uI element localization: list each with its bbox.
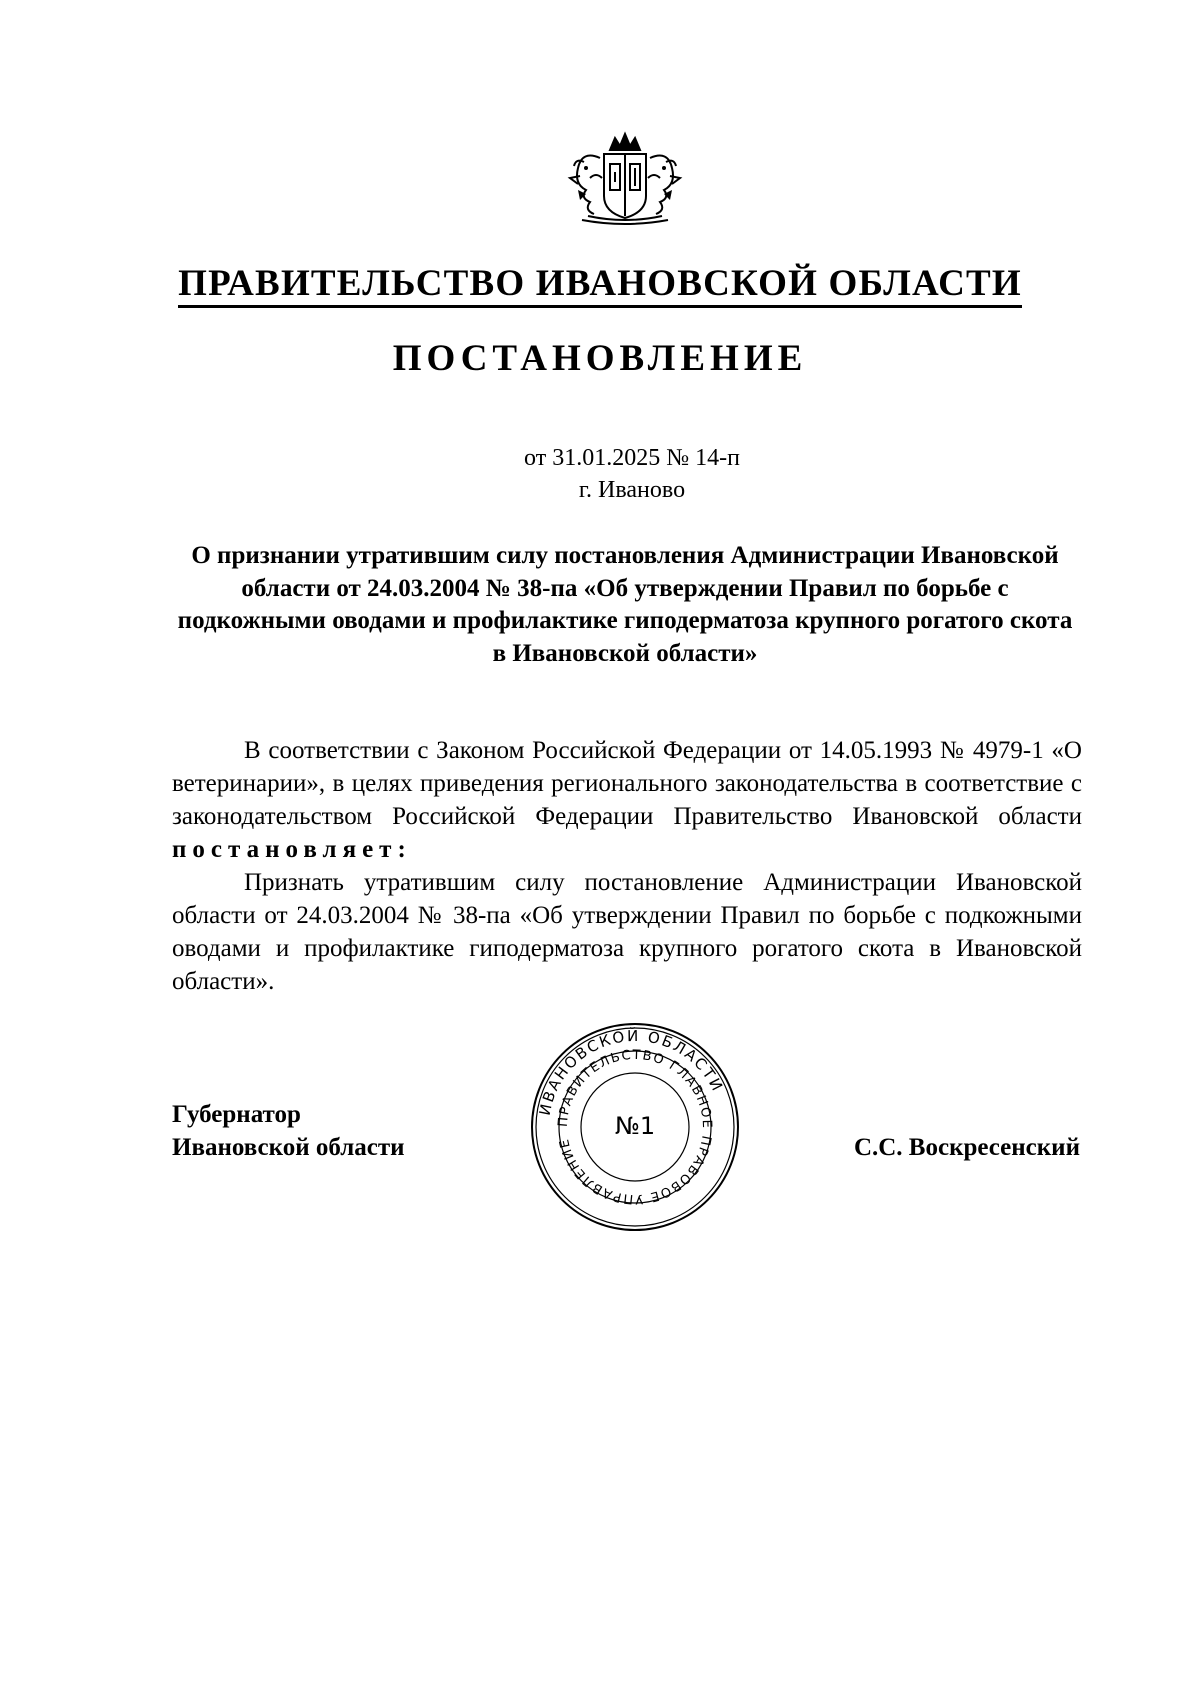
body-paragraph-2: Признать утратившим силу постановление Администрации Ивановской области от 24.03.2004 № 38-па «Об утверждении Правил по борьбе с подкожными оводами и профилактике гиподерматоза крупного рогатого скота в Ивановской области». (172, 869, 1082, 995)
stamp-number: №1 (614, 1112, 656, 1140)
body-paragraph-1 (172, 734, 1082, 866)
position-line-1: Губернатор (172, 1101, 301, 1128)
document-body (172, 734, 1082, 998)
official-stamp (528, 1020, 742, 1234)
stamp-outer-text: ИВАНОВСКОЙ ОБЛАСТИ (535, 1026, 727, 1118)
government-title: ПРАВИТЕЛЬСТВО ИВАНОВСКОЙ ОБЛАСТИ (0, 262, 1200, 306)
city: г. Иваново (578, 477, 686, 503)
paragraph-1-text: В соответствии с Законом Российской Федерации от 14.05.1993 № 4979-1 «О ветеринарии», в целях приведения регионального законодательства в соответствие с законодательством Российской Федерации Правительство Ивановской области (172, 737, 1082, 830)
stamp-inner-text: ПРАВИТЕЛЬСТВО ГЛАВНОЕ ПРАВОВОЕ УПРАВЛЕНИЕ (555, 1047, 715, 1207)
document-type-heading: ПОСТАНОВЛЕНИЕ (392, 338, 808, 379)
coat-of-arms-icon (560, 128, 690, 230)
document-subject: О признании утратившим силу постановления Администрации Ивановской области от 24.03.2004 № 38-па «Об утверждении Правил по борьбе с подкожными оводами и профилактике гиподерматоза крупного рогатого скота в Ивановской области» (177, 542, 1073, 667)
date-number: от 31.01.2025 № 14-п (524, 445, 740, 471)
signatory-position (172, 1098, 405, 1164)
position-line-2: Ивановской области (172, 1134, 405, 1161)
document-meta (0, 442, 1200, 506)
resolves-word: постановляет: (172, 836, 412, 863)
signatory-name: С.С. Воскресенский (853, 1134, 1080, 1161)
